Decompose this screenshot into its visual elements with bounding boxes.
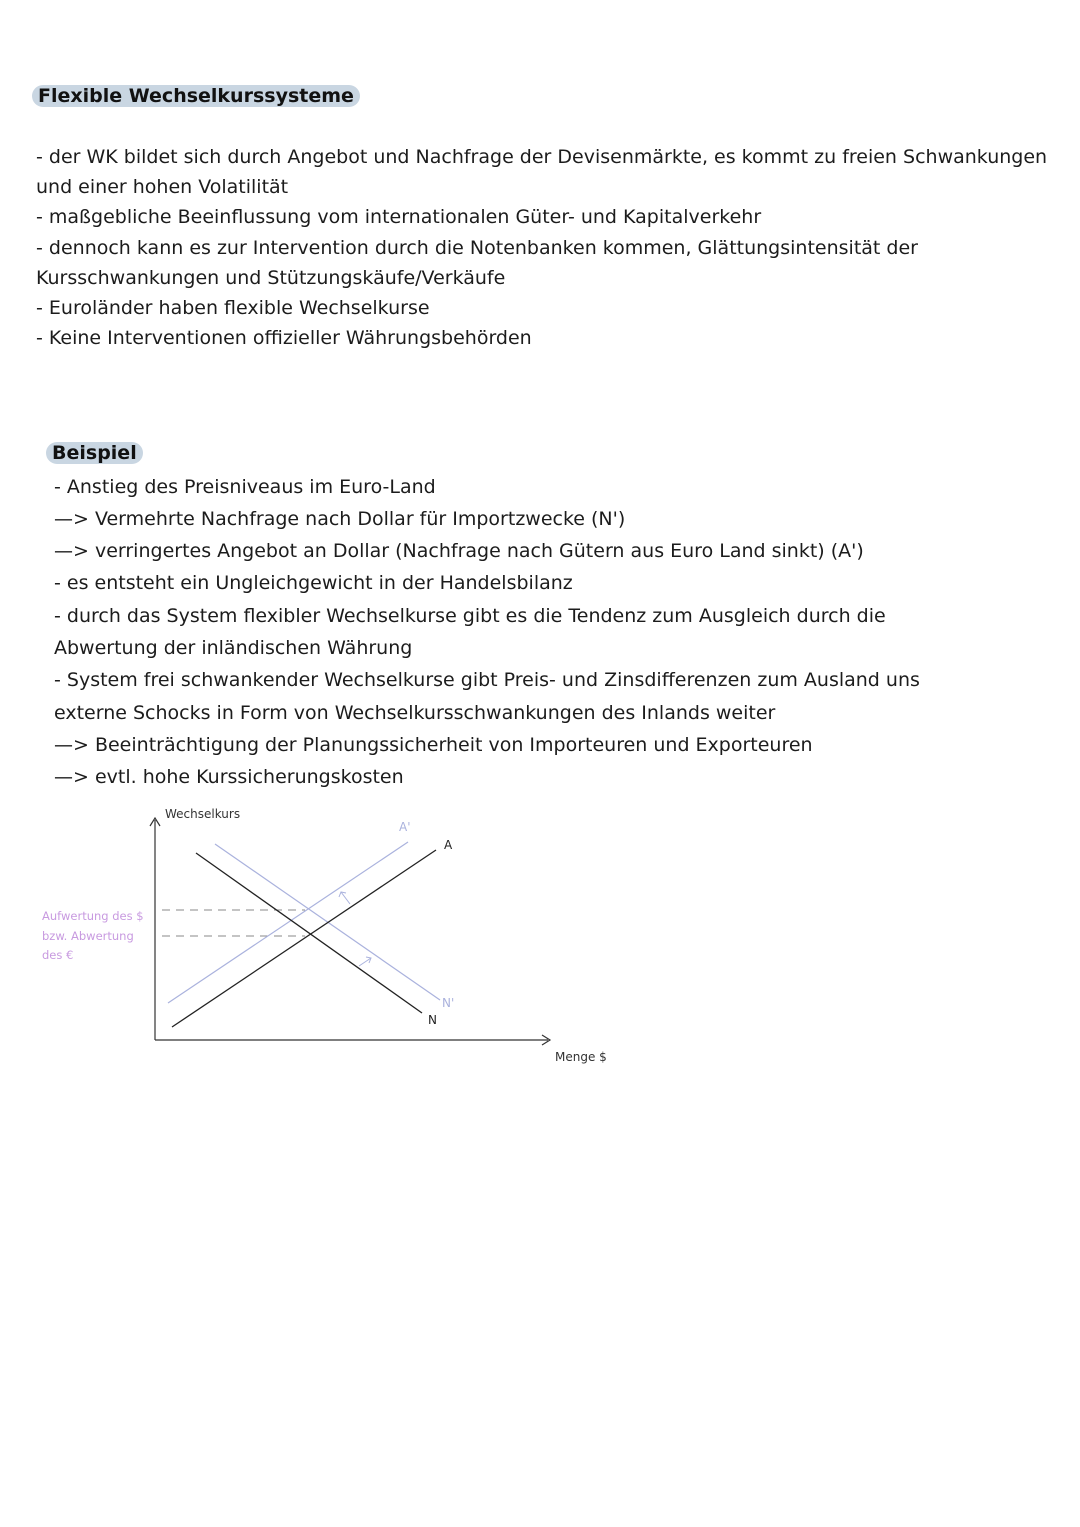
note-line: bzw. Abwertung <box>42 929 134 943</box>
text-line: —> Vermehrte Nachfrage nach Dollar für Importzwecke (N') <box>54 508 626 530</box>
demand-curve <box>196 853 422 1013</box>
text-line: —> Beeinträchtigung der Planungssicherheit von Importeuren und Exporteuren <box>54 734 813 756</box>
text-line: - es entsteht ein Ungleichgewicht in der Handelsbilanz <box>54 572 573 594</box>
text-line: —> evtl. hohe Kurssicherungskosten <box>54 766 404 788</box>
note-line: Aufwertung des $ <box>42 909 144 923</box>
shift-arrow-supply <box>341 892 350 904</box>
section-title: Flexible Wechselkurssysteme <box>32 85 360 107</box>
label-supply: A <box>444 838 453 852</box>
text-line: - Anstieg des Preisniveaus im Euro-Land <box>54 476 436 498</box>
label-supply-shifted: A' <box>399 820 411 834</box>
text-line: Kursschwankungen und Stützungskäufe/Verkäufe <box>36 267 506 289</box>
y-axis-label: Wechselkurs <box>165 807 241 821</box>
text-line: - maßgebliche Beeinflussung vom internationalen Güter- und Kapitalverkehr <box>36 206 762 228</box>
text-line: - dennoch kann es zur Intervention durch die Notenbanken kommen, Glättungsintensität der <box>36 237 918 259</box>
supply-curve <box>172 850 436 1027</box>
text-line: - Euroländer haben flexible Wechselkurse <box>36 297 430 319</box>
text-line: - durch das System flexibler Wechselkurse gibt es die Tendenz zum Ausgleich durch die <box>54 605 886 627</box>
text-line: - Keine Interventionen offizieller Währungsbehörden <box>36 327 532 349</box>
x-axis-label: Menge $ <box>555 1050 607 1064</box>
text-line: externe Schocks in Form von Wechselkursschwankungen des Inlands weiter <box>54 702 776 724</box>
label-demand-shifted: N' <box>442 996 455 1010</box>
note-line: des € <box>42 948 74 962</box>
example-title: Beispiel <box>46 442 143 464</box>
text-line: und einer hohen Volatilität <box>36 176 289 198</box>
text-line: Abwertung der inländischen Währung <box>54 637 413 659</box>
label-demand: N <box>428 1013 437 1027</box>
text-line: - der WK bildet sich durch Angebot und Nachfrage der Devisenmärkte, es kommt zu freien Schwankungen <box>36 146 1048 168</box>
text-line: - System frei schwankender Wechselkurse gibt Preis- und Zinsdifferenzen zum Ausland uns <box>54 669 920 691</box>
exchange-rate-diagram <box>0 800 640 1080</box>
text-line: —> verringertes Angebot an Dollar (Nachfrage nach Gütern aus Euro Land sinkt) (A') <box>54 540 864 562</box>
supply-curve-shifted <box>168 842 408 1003</box>
